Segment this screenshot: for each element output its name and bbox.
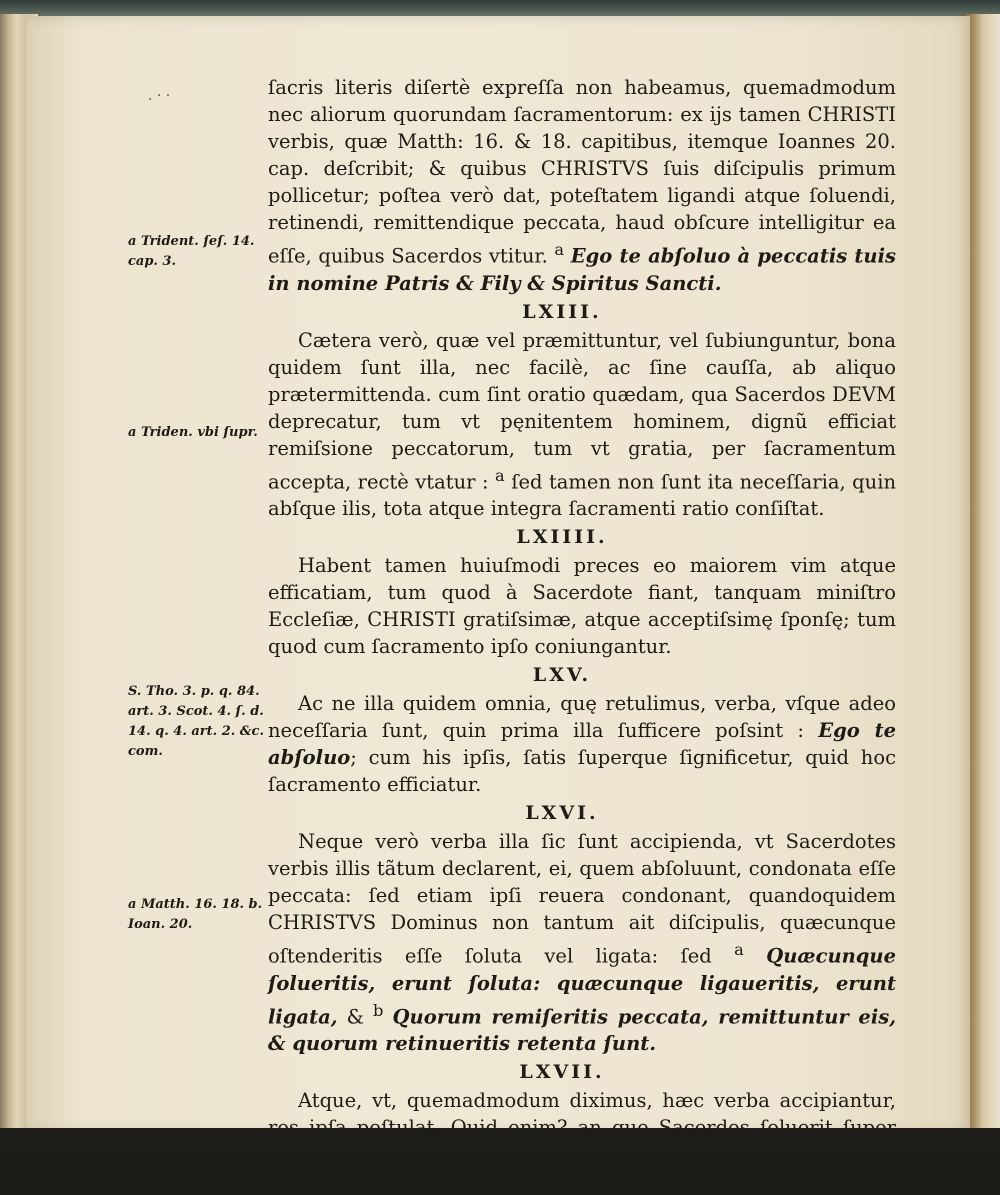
paragraph-6: Atque, vt, quemadmodum diximus, hæc verba accipiantur, res ipſa poſtulat. Quid enim? an quę Sacerdos ſoluerit ſuper ter-: [268, 1089, 896, 1166]
footnote-ref: b: [373, 1000, 384, 1020]
paragraph-3: Habent tamen huiuſmodi preces eo maiorem vim atque efficatiam, tum quod à Sacerdote fiant, tanquam miniſtro Eccleſiæ, CHRISTI gratiſsimæ, atque acceptiſsimę ſponſę; tum quod cum ſacramento ipſo coniungantur.: [268, 554, 896, 658]
footnote-ref: a: [554, 240, 565, 259]
quote-absolution: Ego te abſoluo à peccatis tuis in nomine Patris & Fily & Spiritus Sancti.: [268, 244, 896, 295]
paragraph-1: ſacris literis diſertè expreſſa non habeamus, quemadmodum nec aliorum quorundam ſacramentorum: ex ijs tamen CHRISTI verbis, quæ Matth: 16. & 18. capitibus, itemque Ioannes 20. cap. deſcribit; & quibus CHRISTVS ſuis diſcipulis primum pollicetur; poſtea verò dat, poteſtatem ligandi atque ſoluendi, retinendi, remittendique peccata, haud obſcure intelligitur ea eſſe, quibus Sacerdos vtitur. $^a$ Ego te abſoluo à peccatis tuis in nomine Patris & Fily & Spiritus Sancti.: [268, 76, 896, 295]
quote-quaecunque: Quæcunque ſolueritis, erunt ſoluta: quæcunque ligaueritis, erunt ligata,: [268, 944, 897, 1028]
section-heading-lxiiii: LXIIII.: [516, 526, 608, 548]
paragraph-2: Cætera verò, quæ vel præmittuntur, vel ſubiunguntur, bona quidem ſunt illa, nec facilè, ac ſine cauſſa, ab aliquo prætermittenda. cum ſint oratio quædam, qua Sacerdos DEVM deprecatur, tum vt pęnitentem hominem, dignũ efficiat remiſsione peccatorum, tum vt gratia, per ſacramentum accepta, rectè vtatur : $^a$ ſed tamen non ſunt ita neceſſaria, quin abſque ilis, tota atque integra ſacramenti ratio conſiſtat.: [268, 328, 897, 520]
footnote-ref: a: [734, 940, 744, 959]
section-heading-lxvi: LXVI.: [525, 802, 599, 824]
main-text-column: [268, 74, 896, 1195]
section-heading-lxiii: LXIII.: [522, 300, 602, 323]
catchword: ram: [268, 1170, 307, 1192]
margin-note-1: a Trident. ſeſ. 14. cap. 3.: [128, 234, 255, 269]
stray-marks: . · ·: [148, 88, 171, 104]
margin-note-3: S. Tho. 3. p. q. 84. art. 3. Scot. 4. ſ. d. 14. q. 4. art. 2. &c. com.: [128, 684, 264, 759]
footnote-ref: a: [495, 465, 505, 485]
paragraph-4: Ac ne illa quidem omnia, quę retulimus, verba, vſque adeo neceſſaria ſunt, quin prima illa ſufficere poſsint : Ego te abſoluo; cum his ipſis, ſatis ſuperque ſignificetur, quid hoc ſacramento efficiatur.: [268, 692, 896, 796]
quote-ego-te: Ego te abſoluo: [268, 719, 896, 769]
quote-quorum: Quorum remiſeritis peccata, remittuntur eis, & quorum retinueritis retenta ſunt.: [268, 1005, 896, 1055]
section-heading-lxvii: LXVII.: [519, 1061, 605, 1083]
paragraph-5: Neque verò verba illa ſic ſunt accipienda, vt Sacerdotes verbis illis tãtum declarent, ei, quem abſoluunt, condonata eſſe peccata: ſed etiam ipſi reuera condonant, quandoquidem CHRISTVS Dominus non tantum ait diſcipulis, quæcunque oſtenderitis eſſe ſoluta vel ligata: ſed $^a$ Quæcunque ſolueritis, erunt ſoluta: quæcunque ligaueritis, erunt ligata, & $^b$ Quorum remiſeritis peccata, remittuntur eis, & quorum retinueritis retenta ſunt.: [268, 830, 897, 1055]
section-heading-lxv: LXV.: [532, 664, 592, 686]
margin-note-4: a Matth. 16. 18. b. Ioan. 20.: [128, 897, 263, 932]
margin-note-2: a Triden. vbi ſupr.: [128, 425, 258, 440]
